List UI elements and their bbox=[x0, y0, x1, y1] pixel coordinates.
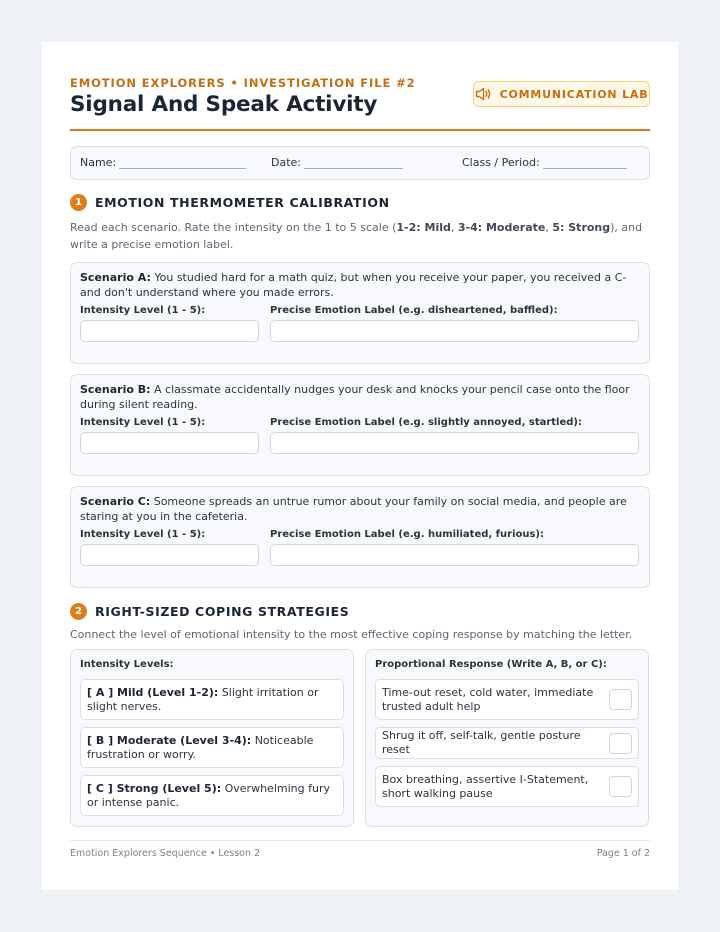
matching-activity bbox=[70, 649, 650, 827]
level-description: Noticeable frustration or worry. bbox=[87, 734, 314, 761]
responses-heading: Proportional Response (Write A, B, or C): bbox=[375, 659, 607, 670]
scale-moderate: 3-4: Moderate bbox=[457, 221, 546, 234]
emotion-input[interactable] bbox=[270, 544, 639, 566]
section-number: 1 bbox=[70, 194, 87, 211]
emotion-label: Precise Emotion Label (e.g. humiliated, furious): bbox=[270, 529, 545, 540]
answer-box[interactable] bbox=[609, 689, 632, 710]
date-field[interactable] bbox=[271, 156, 403, 169]
date-label: Date: bbox=[271, 156, 301, 169]
scenario-card-a bbox=[70, 262, 650, 364]
section-title: EMOTION THERMOMETER CALIBRATION bbox=[95, 195, 390, 210]
emotion-input[interactable] bbox=[270, 320, 639, 342]
responses-column bbox=[365, 649, 649, 827]
scenario-label: Scenario C: bbox=[80, 495, 151, 508]
class-period-line[interactable] bbox=[543, 159, 627, 169]
level-description: Slight irritation or slight nerves. bbox=[87, 686, 319, 713]
file-eyebrow: EMOTION EXPLORERS • INVESTIGATION FILE #2 bbox=[70, 76, 416, 90]
worksheet-page bbox=[42, 42, 678, 890]
scenario-description: You studied hard for a math quiz, but when you receive your paper, you received a C- and don't understand where you made errors. bbox=[80, 271, 627, 299]
page-title: Signal And Speak Activity bbox=[70, 92, 378, 117]
intro-separator: , bbox=[450, 221, 458, 234]
name-line[interactable] bbox=[119, 159, 246, 169]
emotion-label: Precise Emotion Label (e.g. disheartened, baffled): bbox=[270, 305, 558, 316]
scenario-description: Someone spreads an untrue rumor about your family on social media, and people are staring at you in the cafeteria. bbox=[80, 495, 627, 523]
levels-heading: Intensity Levels: bbox=[80, 659, 174, 670]
emotion-input[interactable] bbox=[270, 432, 639, 454]
section-2-heading bbox=[70, 603, 650, 620]
level-card-c bbox=[80, 775, 344, 816]
section-number: 2 bbox=[70, 603, 87, 620]
section-1-instructions bbox=[70, 219, 650, 253]
scenario-card-c bbox=[70, 486, 650, 588]
class-period-field[interactable] bbox=[462, 156, 627, 169]
name-field[interactable] bbox=[80, 156, 246, 169]
worksheet-header bbox=[70, 76, 650, 129]
scenario-description: A classmate accidentally nudges your desk and knocks your pencil case onto the floor during silent reading. bbox=[80, 383, 630, 411]
date-line[interactable] bbox=[304, 159, 403, 169]
intensity-input[interactable] bbox=[80, 320, 259, 342]
response-card bbox=[375, 679, 639, 720]
scenario-label: Scenario B: bbox=[80, 383, 151, 396]
scenario-label: Scenario A: bbox=[80, 271, 151, 284]
response-text: Shrug it off, self-talk, gentle posture reset bbox=[382, 729, 581, 756]
level-label: [ A ] Mild (Level 1-2): bbox=[87, 686, 219, 699]
level-label: [ B ] Moderate (Level 3-4): bbox=[87, 734, 252, 747]
level-card-a bbox=[80, 679, 344, 720]
header-divider bbox=[70, 129, 650, 131]
section-1-heading bbox=[70, 194, 650, 211]
student-info-box bbox=[70, 146, 650, 180]
section-title: RIGHT-SIZED COPING STRATEGIES bbox=[95, 604, 350, 619]
scale-mild: 1-2: Mild bbox=[396, 221, 451, 234]
scenario-fields bbox=[80, 417, 640, 467]
page-footer bbox=[70, 840, 650, 859]
footer-lesson: Emotion Explorers Sequence • Lesson 2 bbox=[70, 848, 261, 859]
response-text: Time-out reset, cold water, immediate trusted adult help bbox=[382, 685, 594, 713]
level-label: [ C ] Strong (Level 5): bbox=[87, 782, 222, 795]
level-description: Overwhelming fury or intense panic. bbox=[87, 782, 330, 809]
scenario-card-b bbox=[70, 374, 650, 476]
response-card bbox=[375, 766, 639, 807]
level-card-b bbox=[80, 727, 344, 768]
section-2-instructions: Connect the level of emotional intensity to the most effective coping response by matching the letter. bbox=[70, 628, 633, 641]
scenario-fields bbox=[80, 529, 640, 579]
badge-label: COMMUNICATION LAB bbox=[499, 87, 649, 101]
scenario-text bbox=[80, 495, 640, 524]
response-text: Box breathing, assertive I-Statement, short walking pause bbox=[382, 772, 589, 800]
scenario-fields bbox=[80, 305, 640, 355]
speaker-icon bbox=[475, 87, 492, 101]
intensity-levels-column bbox=[70, 649, 354, 827]
intensity-input[interactable] bbox=[80, 432, 259, 454]
intro-text: Read each scenario. Rate the intensity on the 1 to 5 scale ( bbox=[70, 221, 397, 234]
emotion-label: Precise Emotion Label (e.g. slightly annoyed, startled): bbox=[270, 417, 582, 428]
class-period-label: Class / Period: bbox=[462, 156, 540, 169]
communication-lab-badge bbox=[473, 81, 650, 107]
answer-box[interactable] bbox=[609, 776, 632, 797]
intensity-input[interactable] bbox=[80, 544, 259, 566]
scenario-text bbox=[80, 383, 640, 412]
intro-separator: , bbox=[545, 221, 553, 234]
response-card bbox=[375, 727, 639, 759]
intensity-label: Intensity Level (1 - 5): bbox=[80, 305, 206, 316]
name-label: Name: bbox=[80, 156, 117, 169]
scenario-text bbox=[80, 271, 640, 300]
intensity-label: Intensity Level (1 - 5): bbox=[80, 529, 206, 540]
intro-text: ), and write a precise emotion label. bbox=[70, 221, 643, 251]
scale-strong: 5: Strong bbox=[552, 221, 611, 234]
page-number: Page 1 of 2 bbox=[596, 848, 650, 859]
intensity-label: Intensity Level (1 - 5): bbox=[80, 417, 206, 428]
answer-box[interactable] bbox=[609, 733, 632, 754]
